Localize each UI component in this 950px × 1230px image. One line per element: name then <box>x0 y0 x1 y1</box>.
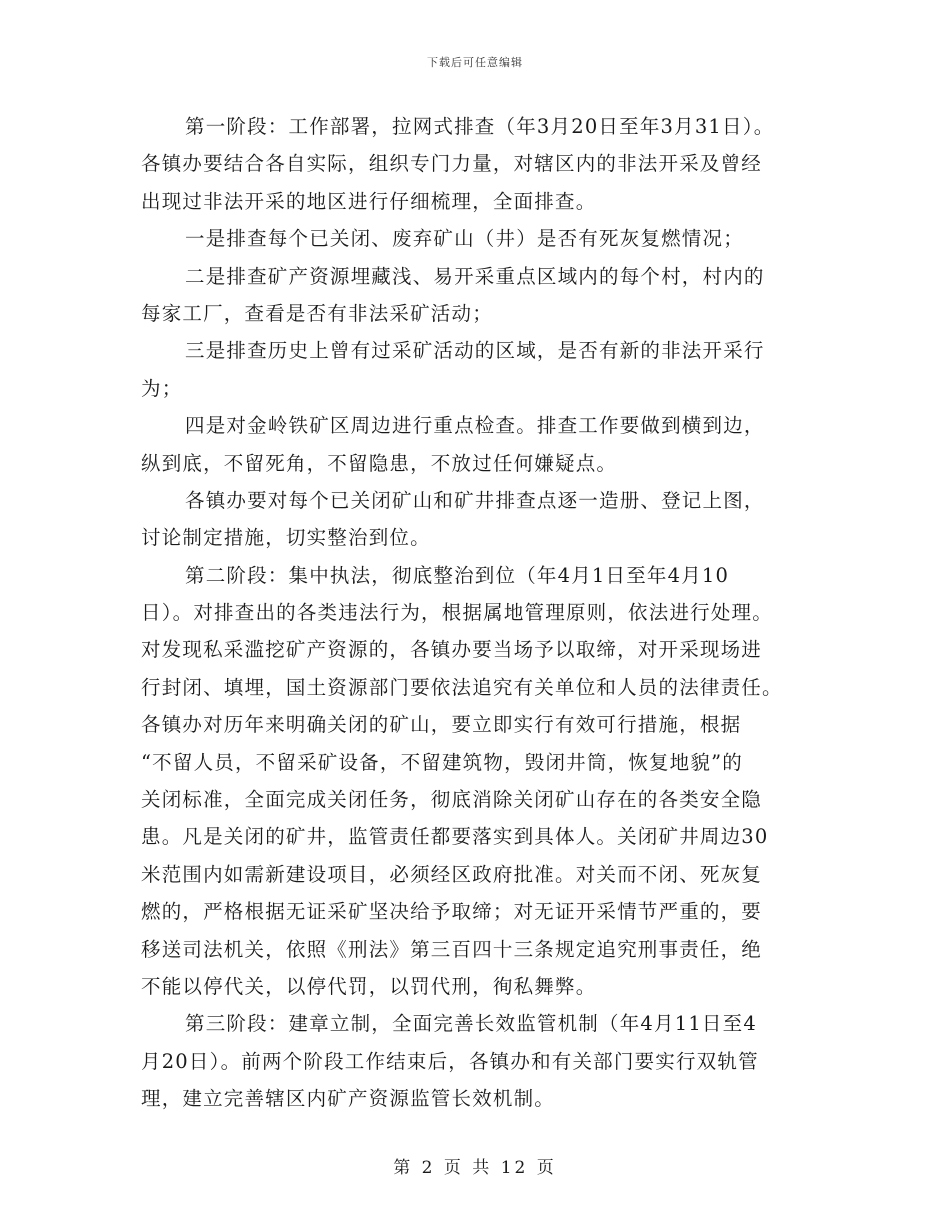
text-line: 出现过非法开采的地区进行仔细梳理，全面排查。 <box>141 189 597 213</box>
text-line: 米范围内如需新建设项目，必须经区政府批准。对关而不闭、死灰复 <box>141 862 763 886</box>
text-line: 为； <box>141 376 183 400</box>
text-line: 第二阶段：集中执法，彻底整治到位（年4月1日至年4月10 <box>185 563 730 587</box>
text-line: 第三阶段：建章立制，全面完善长效监管机制（年4月11日至4 <box>185 1012 757 1036</box>
text-line: 每家工厂，查看是否有非法采矿活动； <box>141 301 493 325</box>
text-line: 燃的，严格根据无证采矿坚决给予取缔；对无证开采情节严重的，要 <box>141 900 763 924</box>
text-line: “不留人员，不留采矿设备，不留建筑物，毁闭井筒，恢复地貌”的 <box>141 750 743 774</box>
text-line: 各镇办要对每个已关闭矿山和矿井排查点逐一造册、登记上图， <box>185 488 765 512</box>
page-number-footer: 第 2 页 共 12 页 <box>393 1158 557 1178</box>
text-line: 三是排查历史上曾有过采矿活动的区域，是否有新的非法开采行 <box>185 339 765 363</box>
text-line: 四是对金岭铁矿区周边进行重点检查。排查工作要做到横到边， <box>185 414 765 438</box>
text-line: 移送司法机关，依照《刑法》第三百四十三条规定追究刑事责任，绝 <box>141 937 763 961</box>
text-line: 行封闭、填埋，国土资源部门要依法追究有关单位和人员的法律责任。 <box>141 675 783 699</box>
text-line: 一是排查每个已关闭、废弃矿山（井）是否有死灰复燃情况； <box>185 227 744 251</box>
text-line: 讨论制定措施，切实整治到位。 <box>141 526 431 550</box>
page-header-note: 下载后可任意编辑 <box>427 56 523 69</box>
text-line: 不能以停代关，以停代罚，以罚代刑，徇私舞弊。 <box>141 974 597 998</box>
text-line: 纵到底，不留死角，不留隐患，不放过任何嫌疑点。 <box>141 451 618 475</box>
text-line: 各镇办要结合各自实际，组织专门力量，对辖区内的非法开采及曾经 <box>141 152 763 176</box>
text-line: 理，建立完善辖区内矿产资源监管长效机制。 <box>141 1087 556 1111</box>
text-line: 患。凡是关闭的矿井，监管责任都要落实到具体人。关闭矿井周边30 <box>141 825 769 849</box>
text-line: 二是排查矿产资源埋藏浅、易开采重点区域内的每个村，村内的 <box>185 264 765 288</box>
text-line: 各镇办对历年来明确关闭的矿山，要立即实行有效可行措施，根据 <box>141 713 742 737</box>
text-line: 关闭标准，全面完成关闭任务，彻底消除关闭矿山存在的各类安全隐 <box>141 788 763 812</box>
text-line: 对发现私采滥挖矿产资源的，各镇办要当场予以取缔，对开采现场进 <box>141 638 763 662</box>
document-body <box>141 108 821 1118</box>
text-line: 日）。对排查出的各类违法行为，根据属地管理原则，依法进行处理。 <box>141 601 773 625</box>
text-line: 第一阶段：工作部署，拉网式排查（年3月20日至年3月31日）。 <box>185 115 775 138</box>
text-line: 月20日）。前两个阶段工作结束后，各镇办和有关部门要实行双轨管 <box>141 1049 759 1073</box>
